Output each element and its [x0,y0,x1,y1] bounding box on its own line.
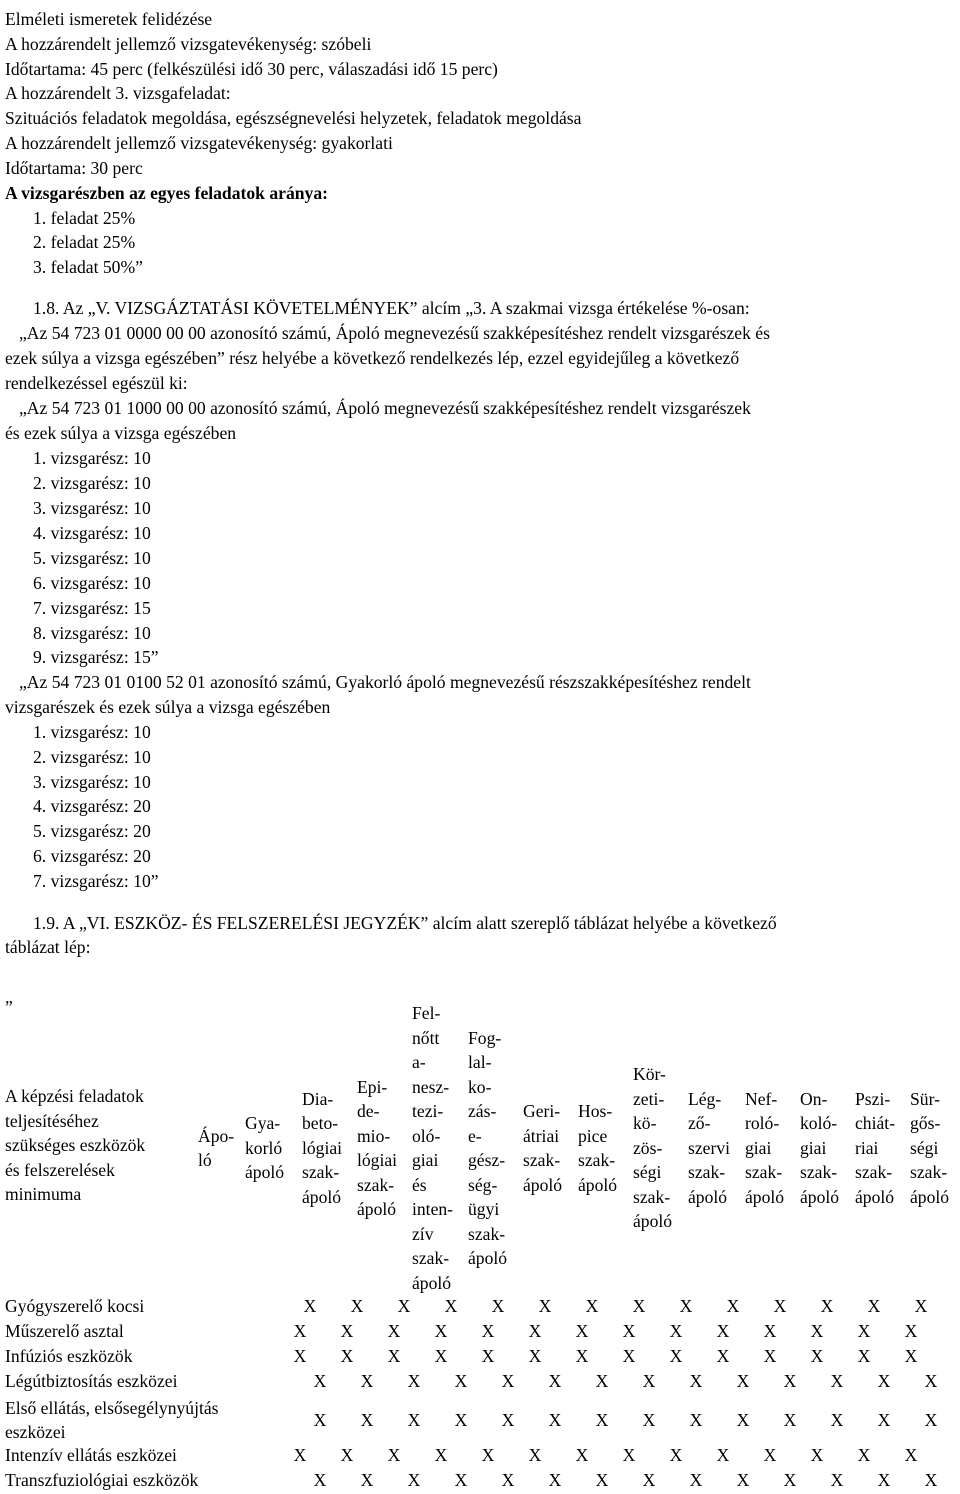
table-cell-mark: X [783,1410,797,1430]
column-header-word: szak- [412,1248,450,1268]
table-cell-mark: X [575,1445,589,1465]
column-header-word: szak- [523,1150,561,1170]
table-cell-mark: X [313,1470,327,1490]
table-cell-mark: X [434,1321,448,1341]
table-cell-mark: X [454,1410,468,1430]
table-cell-mark: X [434,1445,448,1465]
table-cell-mark: X [434,1346,448,1366]
row-label: Transzfuziológiai eszközök [5,1470,199,1490]
column-header-word: Epi- [357,1076,388,1097]
text-line: Időtartama: 45 perc (felkészülési idő 30 perc, válaszadási idő 15 perc) [5,59,498,79]
table-cell-mark: X [293,1445,307,1465]
column-header-word: pice [578,1125,608,1146]
text-line: 1. vizsgarész: 10 [33,448,151,468]
table-cell-mark: X [810,1346,824,1366]
column-header-word: ápoló [633,1211,673,1232]
column-header-word: Ápo- [198,1125,235,1146]
text-line: 1. feladat 25% [33,208,136,228]
table-corner-line: és felszerelések [5,1159,115,1180]
table-cell-mark: X [773,1296,787,1316]
column-header-word: Sür- [910,1088,940,1109]
column-header-word: mio- [357,1125,391,1146]
column-header-word: Hos- [578,1101,613,1121]
column-header-word: roló- [745,1113,780,1134]
column-header-word: ápoló [855,1186,895,1207]
column-header-word: kö- [633,1113,657,1134]
column-header-word: e- [468,1125,482,1146]
table-cell-mark: X [491,1296,505,1316]
column-header-word: és [412,1174,427,1195]
text-line: 2. vizsgarész: 10 [33,473,151,493]
column-header-word: átriai [523,1125,560,1146]
text-line: 7. vizsgarész: 15 [33,598,151,618]
table-cell-mark: X [877,1371,891,1391]
table-cell-mark: X [669,1445,683,1465]
table-cell-mark: X [830,1470,844,1490]
table-cell-mark: X [548,1371,562,1391]
table-cell-mark: X [924,1410,938,1430]
table-cell-mark: X [575,1321,589,1341]
table-cell-mark: X [857,1445,871,1465]
column-header-word: ápoló [745,1186,785,1207]
table-cell-mark: X [783,1371,797,1391]
column-header-word: szervi [688,1137,731,1158]
text-line: „Az 54 723 01 1000 00 00 azonosító számú, Ápoló megnevezésű szakképesítéshez rendelt vizsgarészek [19,398,751,418]
column-header-word: szak- [302,1162,340,1183]
table-cell-mark: X [501,1410,515,1430]
text-line: 4. vizsgarész: 20 [33,796,151,816]
column-header-word: tezi- [412,1101,444,1121]
column-header-word: szak- [688,1162,726,1183]
column-header-word: szak- [800,1162,838,1183]
column-header-word: Nef- [745,1088,778,1109]
column-header-word: szak- [910,1162,948,1183]
text-line: és ezek súlya a vizsga egészében [5,423,237,443]
column-header-word: giai [800,1137,827,1158]
table-cell-mark: X [387,1445,401,1465]
table-cell-mark: X [585,1296,599,1316]
table-cell-mark: X [763,1321,777,1341]
text-line: A hozzárendelt jellemző vizsgatevékenység: gyakorlati [5,133,393,153]
text-line: 2. vizsgarész: 10 [33,747,151,767]
row-label: Első ellátás, elsősegélynyújtás [5,1398,219,1418]
text-line: Elméleti ismeretek felidézése [5,9,213,29]
table-cell-mark: X [538,1296,552,1316]
table-cell-mark: X [444,1296,458,1316]
table-cell-mark: X [689,1410,703,1430]
table-cell-mark: X [595,1410,609,1430]
table-cell-mark: X [679,1296,693,1316]
table-cell-mark: X [303,1296,317,1316]
column-header-word: lógiai [357,1150,398,1170]
table-cell-mark: X [293,1346,307,1366]
text-line: 2. feladat 25% [33,232,136,252]
column-header-word: Fog- [468,1027,502,1048]
table-cell-mark: X [810,1445,824,1465]
table-cell-mark: X [387,1346,401,1366]
column-header-word: Geri- [523,1101,561,1121]
table-corner-line: minimuma [5,1184,82,1204]
table-cell-mark: X [763,1346,777,1366]
column-header-word: ápoló [523,1174,563,1195]
column-header-word: szak- [468,1223,506,1244]
table-cell-mark: X [528,1346,542,1366]
table-cell-mark: X [548,1470,562,1490]
table-cell-mark: X [595,1470,609,1490]
column-header-word: ápoló [468,1248,508,1268]
table-corner-line: teljesítéséhez [5,1110,99,1131]
column-header-word: nesz- [412,1076,450,1097]
column-header-word: ló [198,1150,212,1170]
table-cell-mark: X [360,1470,374,1490]
column-header-word: de- [357,1101,380,1121]
column-header-word: ápoló [910,1186,950,1207]
table-cell-mark: X [501,1371,515,1391]
table-cell-mark: X [924,1470,938,1490]
table-cell-mark: X [669,1321,683,1341]
text-line: 1. vizsgarész: 10 [33,722,151,742]
text-line: 7. vizsgarész: 10” [33,871,159,891]
table-cell-mark: X [454,1371,468,1391]
table-cell-mark: X [642,1371,656,1391]
text-line: „ [5,987,13,1007]
table-cell-mark: X [293,1321,307,1341]
column-header-word: zeti- [633,1088,665,1109]
text-line: 1.9. A „VI. ESZKÖZ- ÉS FELSZERELÉSI JEGYZÉK” alcím alatt szereplő táblázat helyébe a következő [33,913,777,933]
table-cell-mark: X [736,1470,750,1490]
table-cell-mark: X [830,1371,844,1391]
table-cell-mark: X [622,1445,636,1465]
column-header-word: giai [745,1137,772,1158]
text-line: 3. feladat 50%” [33,257,143,277]
column-header-word: ápoló [800,1186,840,1207]
text-line: 8. vizsgarész: 10 [33,623,151,643]
column-header-word: gész- [468,1150,506,1170]
text-line: vizsgarészek és ezek súlya a vizsga egészében [5,697,331,717]
column-header-word: giai [412,1150,439,1170]
text-line: 4. vizsgarész: 10 [33,523,151,543]
column-header-word: ségi [633,1162,662,1183]
table-cell-mark: X [548,1410,562,1430]
table-cell-mark: X [877,1410,891,1430]
table-cell-mark: X [340,1346,354,1366]
table-cell-mark: X [454,1470,468,1490]
column-header-word: Lég- [688,1088,722,1109]
column-header-word: ápoló [302,1186,342,1207]
column-header-word: ápoló [578,1174,618,1195]
table-cell-mark: X [689,1371,703,1391]
column-header-word: a- [412,1052,426,1072]
text-line: „Az 54 723 01 0000 00 00 azonosító számú, Ápoló megnevezésű szakképesítéshez rendelt vizsgarészek és [19,323,770,343]
table-cell-mark: X [689,1470,703,1490]
table-cell-mark: X [595,1371,609,1391]
column-header-word: Gya- [245,1113,281,1134]
table-cell-mark: X [407,1371,421,1391]
row-label: Gyógyszerelő kocsi [5,1296,145,1316]
column-header-word: szak- [357,1174,395,1195]
table-cell-mark: X [397,1296,411,1316]
row-label: Infúziós eszközök [5,1346,133,1366]
table-cell-mark: X [867,1296,881,1316]
table-cell-mark: X [820,1296,834,1316]
text-line: 6. vizsgarész: 20 [33,846,151,866]
column-header-word: nőtt [412,1027,440,1048]
row-label: Műszerelő asztal [5,1321,124,1341]
table-cell-mark: X [914,1296,928,1316]
column-header-word: gős- [910,1113,941,1134]
table-cell-mark: X [622,1346,636,1366]
table-cell-mark: X [904,1445,918,1465]
table-cell-mark: X [387,1321,401,1341]
table-cell-mark: X [924,1371,938,1391]
table-cell-mark: X [904,1346,918,1366]
text-line: „Az 54 723 01 0100 52 01 azonosító számú, Gyakorló ápoló megnevezésű részszakképesítéshez rendelt [19,672,751,692]
table-cell-mark: X [810,1321,824,1341]
column-header-word: ápoló [357,1199,397,1219]
column-header-word: oló- [412,1125,441,1146]
column-header-word: Fel- [412,1003,441,1023]
column-header-word: chiát- [855,1113,896,1134]
table-cell-mark: X [350,1296,364,1316]
table-cell-mark: X [528,1445,542,1465]
column-header-word: szak- [745,1162,783,1183]
column-header-word: Dia- [302,1088,334,1109]
table-cell-mark: X [783,1470,797,1490]
text-line: A hozzárendelt 3. vizsgafeladat: [5,83,231,103]
column-header-word: ügyi [468,1199,500,1219]
column-header-word: ség- [468,1174,498,1195]
column-header-word: ápoló [688,1186,728,1207]
table-cell-mark: X [528,1321,542,1341]
table-cell-mark: X [407,1410,421,1430]
text-line: 5. vizsgarész: 20 [33,821,151,841]
text-line: A hozzárendelt jellemző vizsgatevékenység: szóbeli [5,34,372,54]
table-cell-mark: X [857,1346,871,1366]
table-cell-mark: X [669,1346,683,1366]
table-corner-line: szükséges eszközök [5,1135,146,1155]
text-line: 3. vizsgarész: 10 [33,772,151,792]
column-header-word: szak- [578,1150,616,1170]
text-line: 3. vizsgarész: 10 [33,498,151,518]
text-line: rendelkezéssel egészül ki: [5,373,188,393]
table-cell-mark: X [716,1321,730,1341]
column-header-word: ko- [468,1076,492,1097]
table-cell-mark: X [642,1410,656,1430]
row-label: Intenzív ellátás eszközei [5,1445,177,1465]
table-cell-mark: X [360,1371,374,1391]
column-header-word: ápoló [412,1272,452,1293]
column-header-word: Kör- [633,1064,666,1085]
column-header-word: ápoló [245,1162,285,1183]
table-cell-mark: X [575,1346,589,1366]
column-header-word: inten- [412,1199,454,1219]
text-line: A vizsgarészben az egyes feladatok aránya: [5,183,328,203]
table-cell-mark: X [736,1371,750,1391]
text-line: 1.8. Az „V. VIZSGÁZTATÁSI KÖVETELMÉNYEK” alcím „3. A szakmai vizsga értékelése %-osan: [33,298,750,318]
text-line: 6. vizsgarész: 10 [33,573,151,593]
text-line: Szituációs feladatok megoldása, egészségnevelési helyzetek, feladatok megoldása [5,108,582,128]
text-line: Időtartama: 30 perc [5,158,143,178]
column-header-word: On- [800,1088,828,1109]
table-cell-mark: X [313,1371,327,1391]
text-line: 9. vizsgarész: 15” [33,647,159,667]
column-header-word: szak- [855,1162,893,1183]
text-line: 5. vizsgarész: 10 [33,548,151,568]
table-cell-mark: X [642,1470,656,1490]
table-corner-line: A képzési feladatok [5,1086,144,1106]
table-cell-mark: X [736,1410,750,1430]
table-cell-mark: X [481,1445,495,1465]
row-label: Légútbiztosítás eszközei [5,1371,178,1391]
table-cell-mark: X [313,1410,327,1430]
column-header-word: koló- [800,1113,838,1134]
table-cell-mark: X [763,1445,777,1465]
table-cell-mark: X [726,1296,740,1316]
column-header-word: lal- [468,1052,492,1072]
table-cell-mark: X [877,1470,891,1490]
text-line: táblázat lép: [5,937,91,957]
column-header-word: zív [412,1223,434,1244]
column-header-word: beto- [302,1113,339,1134]
table-cell-mark: X [360,1410,374,1430]
table-cell-mark: X [407,1470,421,1490]
text-line: ezek súlya a vizsga egészében” rész helyébe a következő rendelkezés lép, ezzel egyidejűleg a következő [5,348,740,368]
table-cell-mark: X [904,1321,918,1341]
table-cell-mark: X [481,1346,495,1366]
table-cell-mark: X [632,1296,646,1316]
column-header-word: korló [245,1137,283,1158]
row-label: eszközei [5,1422,66,1442]
column-header-word: riai [855,1137,879,1158]
table-cell-mark: X [830,1410,844,1430]
column-header-word: ségi [910,1137,939,1158]
column-header-word: zás- [468,1101,497,1121]
table-cell-mark: X [716,1346,730,1366]
column-header-word: lógiai [302,1137,343,1158]
table-cell-mark: X [857,1321,871,1341]
table-cell-mark: X [481,1321,495,1341]
column-header-word: Pszi- [855,1088,891,1109]
column-header-word: szak- [633,1186,671,1207]
table-cell-mark: X [716,1445,730,1465]
column-header-word: zös- [633,1137,663,1158]
column-header-word: ző- [688,1113,711,1134]
table-cell-mark: X [340,1321,354,1341]
table-cell-mark: X [622,1321,636,1341]
table-cell-mark: X [501,1470,515,1490]
table-cell-mark: X [340,1445,354,1465]
